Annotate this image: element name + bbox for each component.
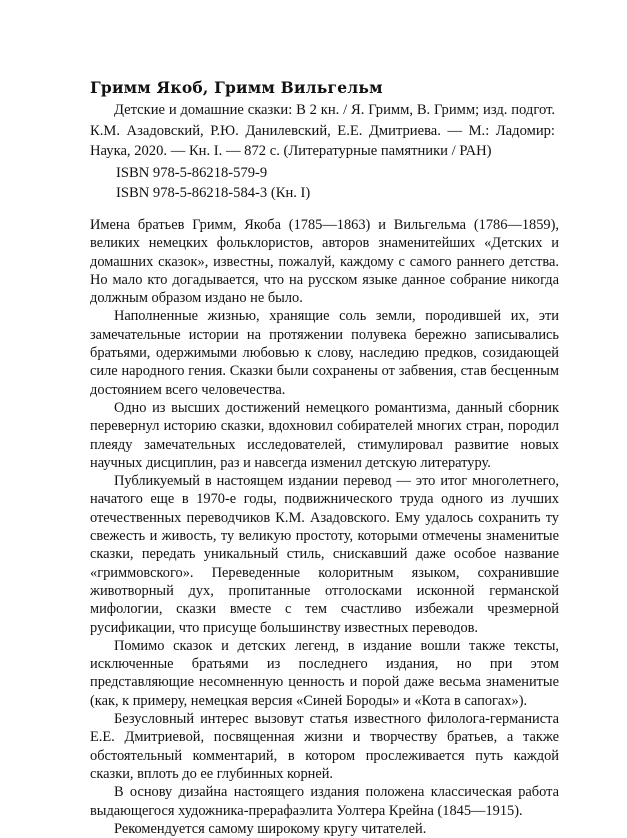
bibliographic-description: Детские и домашние сказки: В 2 кн. / Я. Гримм, В. Гримм; изд. подгот. К.М. Азадовский, Р.Ю. Данилевский, Е.Е. Дмитриева. — М.: Ладомир: Наука, 2020. — Кн. I. — 872 с. (Литературные памятники / РАН) [90,102,555,159]
annotation-paragraph: Одно из высших достижений немецкого романтизма, данный сборник перевернул историю сказки, вдохновил собирателей многих стран, породил плеяду замечательных исследователей, стимулировал развитие новых научных дисциплин, раз и навсегда изменил детскую литературу. [90,399,559,471]
author-heading: Гримм Якоб, Гримм Вильгельм [90,78,383,97]
annotation-paragraph: Наполненные жизнью, хранящие соль земли, породившей их, эти замечательные истории на протяжении полувека бережно записывались братьями, одержимыми любовью к слову, наследию предков, созидающей силе народного гения. Сказки были сохранены от забвения, став бесценным достоянием всего человечества. [90,308,559,398]
annotation-paragraph: Имена братьев Гримм, Якоба (1785—1863) и Вильгельма (1786—1859), великих немецких фольклористов, авторов знаменитейших «Детских и домашних сказок», известны, пожалуй, каждому с самого раннего детства. Но мало кто догадывается, что на русском языке данное собрание никогда должным образом издано не было. [90,217,559,307]
isbn-set: ISBN 978-5-86218-579-9 [116,165,268,181]
annotation-paragraph: Рекомендуется самому широкому кругу читателей. [114,820,427,837]
annotation-paragraph: В основу дизайна настоящего издания положена классическая работа выдающегося художника-прерафаэлита Уолтера Крейна (1845—1915). [90,784,559,819]
annotation-paragraph: Публикуемый в настоящем издании перевод — это итог многолетнего, начатого еще в 1970-е годы, подвижнического труда одного из лучших отечественных переводчиков К.М. Азадовского. Ему удалось сохранить ту свежесть и живость, ту великую простоту, которыми отмечены знаменитые сказки, передать уникальный стиль, снискавший даже особое название «гриммовского». Переведенные колоритным языком, сохранившие животворный дух, пропитанные отголосками исконной германской мифологии, сказки вместе с тем счастливо избежали чрезмерной русификации, что присуще большинству известных переводов. [90,473,559,636]
annotation-text [90,216,559,838]
annotation-paragraph: Безусловный интерес вызовут статья известного филолога-германиста Е.Е. Дмитриевой, посвященная жизни и творчеству братьев, а также обстоятельный комментарий, в котором прослеживается путь каждой сказки, вплоть до ее глубинных корней. [90,711,559,782]
isbn-volume: ISBN 978-5-86218-584-3 (Кн. I) [116,185,311,201]
annotation-paragraph: Помимо сказок и детских легенд, в издание вошли также тексты, исключенные братьями из последнего издания, но при этом представляющие несомненную ценность и порой даже весьма знаменитые (как, к примеру, немецкая версия «Синей Бороды» и «Кота в сапогах»). [90,637,559,709]
